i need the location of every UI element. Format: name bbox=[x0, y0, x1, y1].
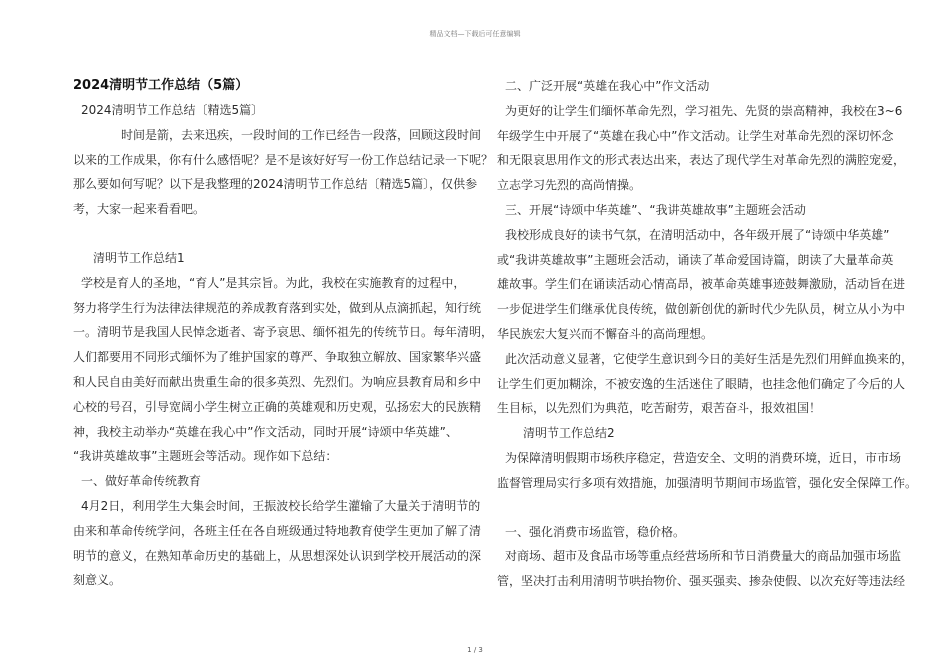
text-line: 管，坚决打击利用清明节哄抬物价、强买强卖、掺杂使假、以次充好等违法经 bbox=[497, 574, 906, 589]
text-line: 由来和革命传统学问，各班主任在各自班级通过特地教育使学生更加了解了清 bbox=[73, 523, 482, 538]
text-line: 立志学习先烈的高尚情操。 bbox=[497, 178, 642, 193]
text-line: 雄故事。学生们在诵读活动心情高昂，被革命英雄事迹鼓舞激励，活动旨在进 bbox=[497, 277, 906, 292]
text-line: 对商场、超市及食品市场等重点经营场所和节日消费量大的商品加强市场监 bbox=[505, 549, 902, 564]
text-line: 或“我讲英雄故事”主题班会活动，诵读了革命爱国诗篇，朗读了大量革命英 bbox=[497, 252, 894, 267]
left-column-lines bbox=[73, 98, 494, 593]
text-line: 和人民自由美好而献出贵重生命的很多英烈、先烈们。为响应县教育局和乡中 bbox=[73, 374, 482, 389]
text-line: 和无限哀思用作文的形式表达出来，表达了现代学生对革命先烈的满腔宠爱， bbox=[497, 153, 906, 168]
text-line: 心校的号召，引导宽阔小学生树立正确的英雄观和历史观，弘扬宏大的民族精 bbox=[73, 399, 482, 414]
text-line: 时间是箭，去来迅疾，一段时间的工作已经告一段落，回顾这段时间 bbox=[121, 127, 482, 142]
text-line: 一、强化消费市场监管，稳价格。 bbox=[505, 524, 686, 539]
text-line: 年级学生中开展了“英雄在我心中”作文活动。让学生对革命先烈的深切怀念 bbox=[497, 128, 894, 143]
right-column-lines bbox=[497, 74, 918, 594]
text-line: 以来的工作成果，你有什么感悟呢？是不是该好好写一份工作总结记录一下呢？ bbox=[73, 152, 494, 167]
text-line: 考，大家一起来看看吧。 bbox=[73, 202, 206, 217]
text-line: 为保障清明假期市场秩序稳定，营造安全、文明的消费环境，近日，市市场 bbox=[505, 450, 902, 465]
text-line: 我校形成良好的读书气氛，在清明活动中，各年级开展了“诗颂中华英雄” bbox=[505, 227, 890, 242]
page-header-note: 精品文档—下载后可任意编辑 bbox=[429, 30, 521, 38]
text-line: 监督管理局实行多项有效措施，加强清明节期间市场监管，强化安全保障工作。 bbox=[497, 475, 918, 490]
text-line: 一、做好革命传统教育 bbox=[81, 474, 202, 489]
text-line: 为更好的让学生们缅怀革命先烈，学习祖先、先贤的崇高精神，我校在3~6 bbox=[505, 103, 903, 118]
text-line: 刻意义。 bbox=[73, 573, 122, 588]
text-line: 三、开展“诗颂中华英雄”、“我讲英雄故事”主题班会活动 bbox=[505, 202, 806, 217]
text-line: 4月2日，利用学生大集会时间，王振波校长给学生灌输了大量关于清明节的 bbox=[81, 498, 481, 513]
text-line: 2024清明节工作总结〔精选5篇〕 bbox=[81, 103, 264, 117]
text-line: 学校是育人的圣地，“育人”是其宗旨。为此，我校在实施教育的过程中， bbox=[81, 275, 466, 290]
text-line: 二、广泛开展“英雄在我心中”作文活动 bbox=[505, 79, 710, 93]
document-title: 2024清明节工作总结（5篇） bbox=[73, 78, 249, 93]
text-line: 一。清明节是我国人民悼念逝者、寄予哀思、缅怀祖先的传统节日。每年清明， bbox=[73, 325, 494, 340]
right-column bbox=[497, 74, 918, 594]
text-line: 那么要如何写呢？以下是我整理的2024清明节工作总结〔精选5篇〕，仅供参 bbox=[73, 177, 478, 192]
text-line: 神，我校主动举办“英雄在我心中”作文活动，同时开展“诗颂中华英雄”、 bbox=[73, 424, 458, 439]
text-line: 此次活动意义显著，它使学生意识到今日的美好生活是先烈们用鲜血换来的， bbox=[505, 351, 914, 366]
text-line: 努力将学生行为法律法律规范的养成教育落到实处，做到从点滴抓起，知行统 bbox=[73, 300, 482, 315]
text-line: “我讲英雄故事”主题班会等活动。现作如下总结： bbox=[73, 449, 338, 464]
text-line: 一步促进学生们继承优良传统，做创新创优的新时代少先队员，树立从小为中 bbox=[497, 302, 906, 317]
text-line: 清明节工作总结1 bbox=[93, 250, 185, 265]
paragraph-gap bbox=[73, 222, 453, 246]
left-column bbox=[73, 74, 494, 593]
text-line: 生目标，以先烈们为典范，吃苦耐劳，艰苦奋斗，报效祖国！ bbox=[497, 401, 822, 416]
text-line: 人们都要用不同形式缅怀为了维护国家的尊严、争取独立解放、国家繁华兴盛 bbox=[73, 350, 482, 365]
text-line: 华民族宏大复兴而不懈奋斗的高尚理想。 bbox=[497, 326, 714, 341]
text-line: 清明节工作总结2 bbox=[523, 426, 615, 441]
text-line: 让学生们更加糊涂，不被安逸的生活迷住了眼睛，也挂念他们确定了今后的人 bbox=[497, 376, 906, 391]
page-number: 1 / 3 bbox=[467, 646, 483, 654]
paragraph-gap bbox=[497, 496, 882, 520]
text-line: 明节的意义，在熟知革命历史的基础上，从思想深处认识到学校开展活动的深 bbox=[73, 548, 482, 563]
